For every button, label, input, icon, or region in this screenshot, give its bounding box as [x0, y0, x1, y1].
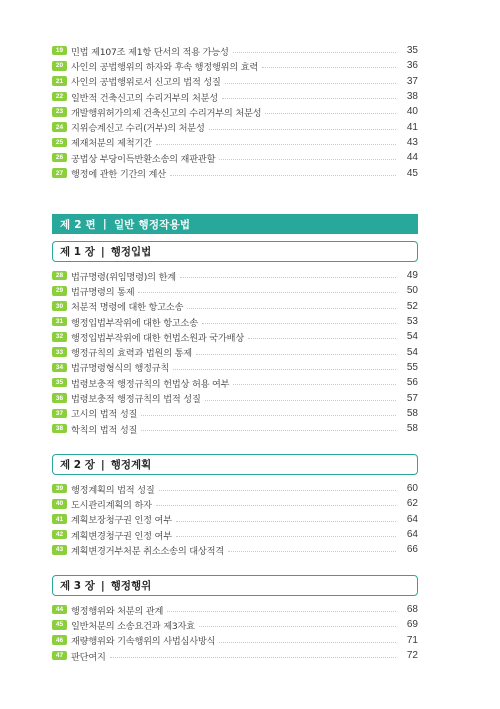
chapter-header-2[interactable]: [52, 454, 418, 475]
item-number-badge: 44: [52, 605, 67, 615]
leader-dots: [209, 129, 396, 130]
chapter-header-1[interactable]: [52, 241, 418, 262]
toc-entry[interactable]: [52, 617, 418, 632]
leader-dots: [141, 415, 396, 416]
page-number: 69: [406, 619, 418, 631]
page-number: 57: [406, 392, 418, 404]
entry-title: 사인의 공법행위로서 신고의 법적 성질: [71, 77, 221, 89]
entry-title: 처분적 명령에 대한 항고소송: [71, 302, 184, 314]
page-number: 41: [406, 121, 418, 133]
entry-title: 일반처분의 소송요건과 제3자효: [71, 620, 195, 632]
page-number: 71: [406, 634, 418, 646]
item-number-badge: 38: [52, 424, 67, 434]
item-number-badge: 36: [52, 393, 67, 403]
chapter-title: 행정행위: [110, 580, 152, 592]
item-number-badge: 45: [52, 620, 67, 630]
item-number-badge: 40: [52, 499, 67, 509]
item-number-badge: 43: [52, 545, 67, 555]
toc-entry[interactable]: [52, 360, 418, 375]
entry-title: 행정입법부작위에 대한 항고소송: [71, 317, 198, 329]
toc-entry[interactable]: [52, 390, 418, 405]
leader-dots: [219, 159, 396, 160]
item-number-badge: 20: [52, 61, 67, 71]
entry-title: 지위승계신고 수리(거부)의 처분성: [71, 123, 205, 135]
entry-title: 계획변경거부처분 취소소송의 대상적격: [71, 545, 224, 557]
leader-dots: [222, 98, 396, 99]
item-number-badge: 31: [52, 317, 67, 327]
chapter-title: 행정계획: [110, 459, 152, 471]
toc-entry[interactable]: [52, 542, 418, 557]
entry-title: 민법 제107조 제1항 단서의 적용 가능성: [71, 46, 229, 58]
chapter-header-3[interactable]: [52, 575, 418, 596]
item-number-badge: 26: [52, 153, 67, 163]
toc-entry[interactable]: [52, 43, 418, 58]
item-number-badge: 42: [52, 530, 67, 540]
entry-title: 일반적 건축신고의 수리거부의 처분성: [71, 92, 218, 104]
toc-entry[interactable]: [52, 58, 418, 73]
entry-title: 계획변경청구권 인정 여부: [71, 530, 172, 542]
toc-entry[interactable]: [52, 165, 418, 180]
leader-dots: [196, 354, 396, 355]
entry-title: 행정계획의 법적 성질: [71, 484, 155, 496]
leader-dots: [176, 536, 396, 537]
toc-list-chapter-1: [52, 268, 418, 436]
leader-dots: [173, 369, 396, 370]
leader-dots: [205, 400, 396, 401]
page-number: 44: [406, 152, 418, 164]
toc-entry[interactable]: [52, 421, 418, 436]
item-number-badge: 32: [52, 332, 67, 342]
toc-entry[interactable]: [52, 135, 418, 150]
toc-entry[interactable]: [52, 329, 418, 344]
item-number-badge: 41: [52, 514, 67, 524]
page-number: 54: [406, 346, 418, 358]
leader-dots: [228, 551, 396, 552]
leader-dots: [202, 323, 396, 324]
page-number: 35: [406, 45, 418, 57]
entry-title: 사인의 공법행위의 하자와 후속 행정행위의 효력: [71, 61, 259, 73]
entry-title: 법령보충적 행정규칙의 헌법상 허용 여부: [71, 378, 230, 390]
leader-dots: [262, 67, 396, 68]
part-title: 일반 행정작용법: [113, 218, 191, 231]
item-number-badge: 46: [52, 635, 67, 645]
page-number: 64: [406, 529, 418, 541]
item-number-badge: 37: [52, 409, 67, 419]
page-number: 37: [406, 75, 418, 87]
entry-title: 제재처분의 제척기간: [71, 138, 152, 150]
entry-title: 법규명령형식의 행정규칙: [71, 363, 170, 375]
entry-title: 법규명령(위임명령)의 한계: [71, 271, 176, 283]
chapter-separator: |: [100, 579, 105, 592]
item-number-badge: 47: [52, 651, 67, 661]
part-separator: |: [102, 218, 107, 230]
toc-entry[interactable]: [52, 119, 418, 134]
chapter-label: 제 3 장: [60, 580, 95, 592]
toc-entry[interactable]: [52, 283, 418, 298]
leader-dots: [233, 52, 396, 53]
leader-dots: [159, 490, 396, 491]
page-number: 60: [406, 483, 418, 495]
entry-title: 학칙의 법적 성질: [71, 424, 138, 436]
page-number: 66: [406, 544, 418, 556]
item-number-badge: 22: [52, 92, 67, 102]
item-number-badge: 23: [52, 107, 67, 117]
leader-dots: [199, 626, 396, 627]
chapter-label: 제 2 장: [60, 459, 95, 471]
toc-entry[interactable]: [52, 527, 418, 542]
toc-entry[interactable]: [52, 150, 418, 165]
toc-entry[interactable]: [52, 512, 418, 527]
toc-entry[interactable]: [52, 344, 418, 359]
toc-entry[interactable]: [52, 268, 418, 283]
leader-dots: [265, 113, 396, 114]
item-number-badge: 21: [52, 76, 67, 86]
page-number: 72: [406, 650, 418, 662]
toc-entry[interactable]: [52, 89, 418, 104]
item-number-badge: 25: [52, 138, 67, 148]
item-number-badge: 30: [52, 301, 67, 311]
toc-entry[interactable]: [52, 74, 418, 89]
chapter-separator: |: [100, 458, 105, 471]
part-label: 제 2 편: [60, 218, 96, 231]
toc-entry[interactable]: [52, 602, 418, 617]
item-number-badge: 34: [52, 363, 67, 373]
toc-list-chapter-3: [52, 602, 418, 663]
toc-entry[interactable]: [52, 406, 418, 421]
item-number-badge: 27: [52, 168, 67, 178]
chapter-title: 행정입법: [110, 246, 152, 258]
item-number-badge: 33: [52, 347, 67, 357]
entry-title: 도시관리계획의 하자: [71, 499, 152, 511]
leader-dots: [187, 308, 396, 309]
page-number: 50: [406, 285, 418, 297]
toc-entry[interactable]: [52, 633, 418, 648]
page-number: 68: [406, 604, 418, 616]
leader-dots: [176, 521, 396, 522]
toc-list-chapter-2: [52, 481, 418, 557]
toc-entry[interactable]: [52, 299, 418, 314]
item-number-badge: 29: [52, 286, 67, 296]
toc-entry[interactable]: [52, 481, 418, 496]
page-number: 40: [406, 106, 418, 118]
toc-entry[interactable]: [52, 375, 418, 390]
chapter-separator: |: [100, 245, 105, 258]
page-number: 36: [406, 60, 418, 72]
item-number-badge: 28: [52, 271, 67, 281]
entry-title: 재량행위와 기속행위의 사법심사방식: [71, 636, 216, 648]
toc-entry[interactable]: [52, 648, 418, 663]
page-number: 49: [406, 270, 418, 282]
entry-title: 공법상 부당이득반환소송의 재판관할: [71, 153, 216, 165]
page-number: 54: [406, 331, 418, 343]
toc-entry[interactable]: [52, 496, 418, 511]
entry-title: 행정행위와 처분의 관계: [71, 605, 164, 617]
item-number-badge: 24: [52, 122, 67, 132]
page-number: 58: [406, 407, 418, 419]
leader-dots: [225, 83, 396, 84]
entry-title: 개발행위허가의제 건축신고의 수리거부의 처분성: [71, 107, 262, 119]
entry-title: 법령보충적 행정규칙의 법적 성질: [71, 394, 201, 406]
leader-dots: [170, 175, 396, 176]
page-number: 53: [406, 316, 418, 328]
leader-dots: [156, 144, 396, 145]
leader-dots: [138, 292, 396, 293]
entry-title: 행정에 관한 기간의 계산: [71, 169, 166, 181]
leader-dots: [110, 657, 396, 658]
leader-dots: [156, 505, 396, 506]
item-number-badge: 35: [52, 378, 67, 388]
toc-list-top: [52, 43, 418, 181]
entry-title: 행정규칙의 효력과 법원의 통제: [71, 348, 192, 360]
page-number: 56: [406, 377, 418, 389]
leader-dots: [141, 430, 396, 431]
entry-title: 법규명령의 통제: [71, 286, 135, 298]
entry-title: 고시의 법적 성질: [71, 409, 138, 421]
item-number-badge: 39: [52, 484, 67, 494]
page-number: 52: [406, 300, 418, 312]
page-number: 55: [406, 361, 418, 373]
entry-title: 판단여지: [71, 651, 106, 663]
leader-dots: [233, 384, 396, 385]
page-number: 62: [406, 498, 418, 510]
leader-dots: [167, 611, 396, 612]
toc-entry[interactable]: [52, 314, 418, 329]
page-number: 43: [406, 136, 418, 148]
leader-dots: [180, 277, 396, 278]
page-number: 64: [406, 513, 418, 525]
page-number: 38: [406, 91, 418, 103]
entry-title: 계획보장청구권 인정 여부: [71, 515, 172, 527]
item-number-badge: 19: [52, 46, 67, 56]
page-number: 45: [406, 167, 418, 179]
leader-dots: [248, 338, 396, 339]
chapter-label: 제 1 장: [60, 246, 95, 258]
leader-dots: [219, 642, 396, 643]
part-header[interactable]: [52, 214, 418, 234]
toc-entry[interactable]: [52, 104, 418, 119]
entry-title: 행정입법부작위에 대한 헌법소원과 국가배상: [71, 332, 244, 344]
page-number: 58: [406, 423, 418, 435]
